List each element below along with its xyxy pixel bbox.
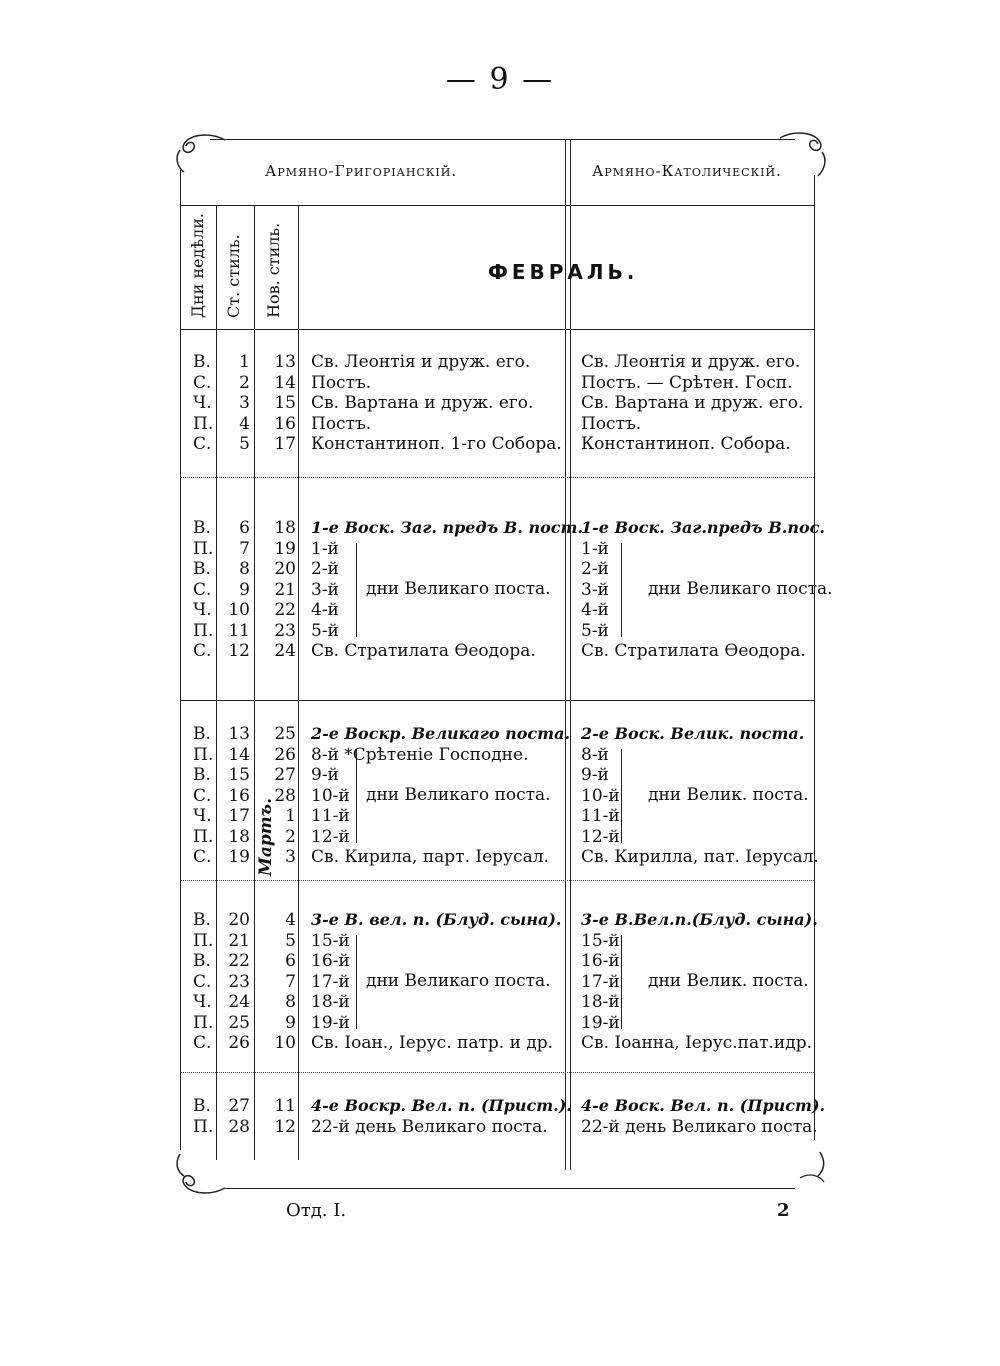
gregorian-cell: 19-й	[311, 1012, 350, 1033]
old-style-cell: 5	[239, 434, 250, 454]
gregorian-cell: 10-й	[311, 785, 350, 806]
group-separator-4	[180, 1072, 814, 1073]
new-style-cell: 11	[274, 1096, 296, 1116]
frame-top-rule	[210, 139, 795, 140]
day-cell: С.	[193, 434, 212, 454]
old-style-cell: 22	[228, 951, 250, 971]
new-style-cell: 6	[285, 951, 296, 971]
table-row	[0, 414, 1000, 434]
gregorian-cell: 16-й	[311, 951, 350, 971]
old-style-cell: 13	[228, 724, 250, 744]
table-row	[0, 373, 1000, 393]
new-style-cell: 7	[285, 971, 296, 992]
day-cell: С.	[193, 372, 212, 393]
table-row	[0, 827, 1000, 847]
new-style-cell: 10	[274, 1033, 296, 1053]
new-style-cell: 20	[274, 559, 296, 579]
day-cell: В.	[193, 352, 211, 372]
table-row	[0, 745, 1000, 765]
catholic-lent-label: дни Велик. поста.	[648, 784, 809, 805]
corner-ornament-bottom-right-icon	[780, 1148, 836, 1198]
gregorian-cell: Св. Стратилата Ѳеодора.	[311, 641, 536, 661]
old-style-cell: 15	[228, 765, 250, 785]
table-row	[0, 539, 1000, 559]
day-cell: П.	[193, 826, 214, 847]
gregorian-cell: 12-й	[311, 826, 350, 847]
catholic-cell: 22-й день Великаго поста.	[581, 1116, 818, 1137]
gregorian-cell: Св. Вартана и друж. его.	[311, 393, 534, 413]
day-cell: В.	[193, 765, 211, 785]
gregorian-cell: 17-й	[311, 971, 350, 992]
corner-ornament-top-left-icon	[170, 128, 230, 178]
gregorian-cell: 3-е В. вел. п. (Блуд. сына).	[311, 910, 562, 929]
catholic-cell: Св. Леонтія и друж. его.	[581, 352, 801, 372]
day-cell: С.	[193, 579, 212, 600]
day-cell: П.	[193, 620, 214, 641]
gregorian-cell: 22-й день Великаго поста.	[311, 1116, 548, 1137]
catholic-cell: 4-е Воск. Вел. п. (Прист).	[581, 1096, 826, 1115]
day-cell: С.	[193, 1033, 212, 1053]
gregorian-cell: 8-й *Срѣтеніе Господне.	[311, 744, 529, 765]
day-cell: П.	[193, 1116, 214, 1137]
table-row	[0, 910, 1000, 930]
day-cell: П.	[193, 1012, 214, 1033]
gregorian-cell: Постъ.	[311, 372, 372, 393]
corner-ornament-top-right-icon	[776, 126, 832, 182]
day-cell: С.	[193, 971, 212, 992]
catholic-cell: Св. Іоанна, Іерус.пат.идр.	[581, 1033, 813, 1053]
table-row	[0, 641, 1000, 661]
old-style-cell: 1	[239, 352, 250, 372]
table-row	[0, 951, 1000, 971]
catholic-cell: 3-й	[581, 579, 609, 600]
day-cell: В.	[193, 518, 211, 538]
catholic-cell: 11-й	[581, 806, 620, 826]
gregorian-cell: 2-е Воскр. Великаго поста.	[311, 724, 571, 743]
gregorian-cell: 18-й	[311, 992, 350, 1012]
gregorian-cell: Постъ.	[311, 413, 372, 434]
catholic-cell: 8-й	[581, 744, 609, 765]
gregorian-cell: Константиноп. 1-го Собора.	[311, 434, 562, 454]
table-row	[0, 724, 1000, 744]
catholic-cell: Постъ. — Срѣтен. Госп.	[581, 372, 793, 393]
new-style-cell: 24	[274, 641, 296, 661]
catholic-cell: 3-е В.Вел.п.(Блуд. сына).	[581, 910, 818, 929]
gregorian-cell: 1-й	[311, 538, 339, 559]
new-style-cell: 28	[274, 785, 296, 806]
col-head-new-style: Нов. стиль.	[264, 222, 283, 318]
gregorian-title: Армяно-Григоріанскій.	[265, 162, 458, 180]
table-row	[0, 765, 1000, 785]
new-style-cell: 27	[274, 765, 296, 785]
gregorian-cell: 11-й	[311, 806, 350, 826]
month-title: ФЕВРАЛЬ.	[488, 260, 639, 284]
frame-bottom-rule	[225, 1188, 795, 1189]
day-cell: В.	[193, 951, 211, 971]
new-style-cell: 1	[285, 806, 296, 826]
catholic-cell: 1-й	[581, 538, 609, 559]
catholic-cell: 16-й	[581, 951, 620, 971]
header-bottom-rule	[180, 205, 814, 206]
old-style-cell: 21	[228, 930, 250, 951]
catholic-cell: Св. Кирилла, пат. Іерусал.	[581, 847, 819, 867]
day-cell: В.	[193, 559, 211, 579]
day-cell: П.	[193, 538, 214, 559]
new-style-cell: 19	[274, 538, 296, 559]
catholic-lent-label: дни Велик. поста.	[648, 970, 809, 991]
table-row	[0, 352, 1000, 372]
catholic-cell: 10-й	[581, 785, 620, 806]
old-style-cell: 24	[228, 992, 250, 1012]
catholic-cell: 2-й	[581, 559, 609, 579]
new-style-cell: 14	[274, 372, 296, 393]
new-style-cell: 3	[285, 847, 296, 867]
catholic-cell: 1-е Воск. Заг.предъ В.пос.	[581, 518, 825, 537]
catholic-cell: Постъ.	[581, 413, 642, 434]
old-style-cell: 12	[228, 641, 250, 661]
gregorian-lent-label: дни Великаго поста.	[366, 970, 551, 991]
group-separator-3	[180, 880, 814, 881]
catholic-title: Армяно-Католическій.	[592, 162, 782, 180]
new-style-cell: 13	[274, 352, 296, 372]
group-separator-2	[180, 700, 814, 701]
catholic-cell: Константиноп. Собора.	[581, 434, 791, 454]
march-label: Мартъ.	[256, 798, 276, 876]
old-style-cell: 14	[228, 744, 250, 765]
new-style-cell: 16	[274, 413, 296, 434]
old-style-cell: 23	[228, 971, 250, 992]
gregorian-cell: 1-е Воск. Заг. предъ В. пост.	[311, 518, 584, 537]
day-cell: С.	[193, 641, 212, 661]
day-cell: С.	[193, 847, 212, 867]
table-row	[0, 518, 1000, 538]
new-style-cell: 25	[274, 724, 296, 744]
old-style-cell: 27	[228, 1096, 250, 1116]
new-style-cell: 12	[274, 1116, 296, 1137]
new-style-cell: 15	[274, 393, 296, 413]
page-number: — 9 —	[445, 62, 555, 97]
day-cell: В.	[193, 1096, 211, 1116]
footer-section: Отд. I.	[286, 1200, 347, 1221]
new-style-cell: 17	[274, 434, 296, 454]
gregorian-cell: 15-й	[311, 930, 350, 951]
table-row	[0, 1096, 1000, 1116]
old-style-cell: 4	[239, 413, 250, 434]
gregorian-cell: 4-е Воскр. Вел. п. (Прист.).	[311, 1096, 572, 1115]
new-style-cell: 5	[285, 930, 296, 951]
gregorian-cell: Св. Леонтія и друж. его.	[311, 352, 531, 372]
catholic-lent-bracket	[621, 543, 622, 638]
new-style-cell: 18	[274, 518, 296, 538]
day-cell: Ч.	[193, 806, 212, 826]
old-style-cell: 9	[239, 579, 250, 600]
catholic-cell: 12-й	[581, 826, 620, 847]
group-separator-1	[180, 477, 814, 478]
catholic-cell: Св. Вартана и друж. его.	[581, 393, 804, 413]
old-style-cell: 10	[228, 600, 250, 620]
day-cell: П.	[193, 744, 214, 765]
table-row	[0, 1013, 1000, 1033]
old-style-cell: 7	[239, 538, 250, 559]
old-style-cell: 11	[228, 620, 250, 641]
catholic-cell: 5-й	[581, 620, 609, 641]
gregorian-lent-bracket	[356, 749, 357, 844]
table-row	[0, 393, 1000, 413]
col-head-day: Дни недѣли.	[188, 213, 207, 318]
old-style-cell: 19	[228, 847, 250, 867]
gregorian-cell: 4-й	[311, 600, 339, 620]
corner-ornament-bottom-left-icon	[170, 1150, 230, 1200]
day-cell: Ч.	[193, 992, 212, 1012]
new-style-cell: 8	[285, 992, 296, 1012]
old-style-cell: 17	[228, 806, 250, 826]
day-cell: С.	[193, 785, 212, 806]
gregorian-lent-label: дни Великаго поста.	[366, 784, 551, 805]
day-cell: В.	[193, 910, 211, 930]
gregorian-cell: 3-й	[311, 579, 339, 600]
gregorian-cell: Св. Іоан., Іерус. патр. и др.	[311, 1033, 554, 1053]
catholic-cell: 19-й	[581, 1012, 620, 1033]
new-style-cell: 23	[274, 620, 296, 641]
old-style-cell: 6	[239, 518, 250, 538]
day-cell: П.	[193, 413, 214, 434]
new-style-cell: 21	[274, 579, 296, 600]
day-cell: П.	[193, 930, 214, 951]
new-style-cell: 22	[274, 600, 296, 620]
old-style-cell: 20	[228, 910, 250, 930]
col-head-old-style: Ст. стиль.	[224, 234, 243, 318]
old-style-cell: 28	[228, 1116, 250, 1137]
catholic-cell: 4-й	[581, 600, 609, 620]
catholic-lent-bracket	[621, 749, 622, 844]
catholic-cell: 17-й	[581, 971, 620, 992]
old-style-cell: 3	[239, 393, 250, 413]
new-style-cell: 9	[285, 1012, 296, 1033]
day-cell: Ч.	[193, 393, 212, 413]
footer-sheet-number: 2	[777, 1200, 790, 1221]
gregorian-cell: 5-й	[311, 620, 339, 641]
day-cell: Ч.	[193, 600, 212, 620]
gregorian-cell: 2-й	[311, 559, 339, 579]
gregorian-cell: 9-й	[311, 765, 339, 785]
new-style-cell: 4	[285, 910, 296, 930]
gregorian-lent-bracket	[356, 543, 357, 638]
table-row	[0, 1033, 1000, 1053]
catholic-lent-bracket	[621, 935, 622, 1030]
table-row	[0, 992, 1000, 1012]
old-style-cell: 18	[228, 826, 250, 847]
new-style-cell: 2	[285, 826, 296, 847]
table-row	[0, 931, 1000, 951]
catholic-lent-label: дни Великаго поста.	[648, 578, 833, 599]
gregorian-cell: Св. Кирила, парт. Іерусал.	[311, 847, 549, 867]
old-style-cell: 8	[239, 559, 250, 579]
table-row	[0, 621, 1000, 641]
table-row	[0, 1117, 1000, 1137]
old-style-cell: 2	[239, 372, 250, 393]
catholic-cell: 2-е Воск. Велик. поста.	[581, 724, 805, 743]
old-style-cell: 16	[228, 785, 250, 806]
day-cell: В.	[193, 724, 211, 744]
gregorian-lent-bracket	[356, 935, 357, 1030]
catholic-cell: 15-й	[581, 930, 620, 951]
catholic-cell: Св. Стратилата Ѳеодора.	[581, 641, 806, 661]
catholic-cell: 18-й	[581, 992, 620, 1012]
gregorian-lent-label: дни Великаго поста.	[366, 578, 551, 599]
colhead-bottom-rule	[180, 329, 814, 330]
table-row	[0, 806, 1000, 826]
old-style-cell: 26	[228, 1033, 250, 1053]
table-row	[0, 434, 1000, 454]
table-row	[0, 559, 1000, 579]
table-row	[0, 847, 1000, 867]
table-row	[0, 600, 1000, 620]
new-style-cell: 26	[274, 744, 296, 765]
old-style-cell: 25	[228, 1012, 250, 1033]
catholic-cell: 9-й	[581, 765, 609, 785]
